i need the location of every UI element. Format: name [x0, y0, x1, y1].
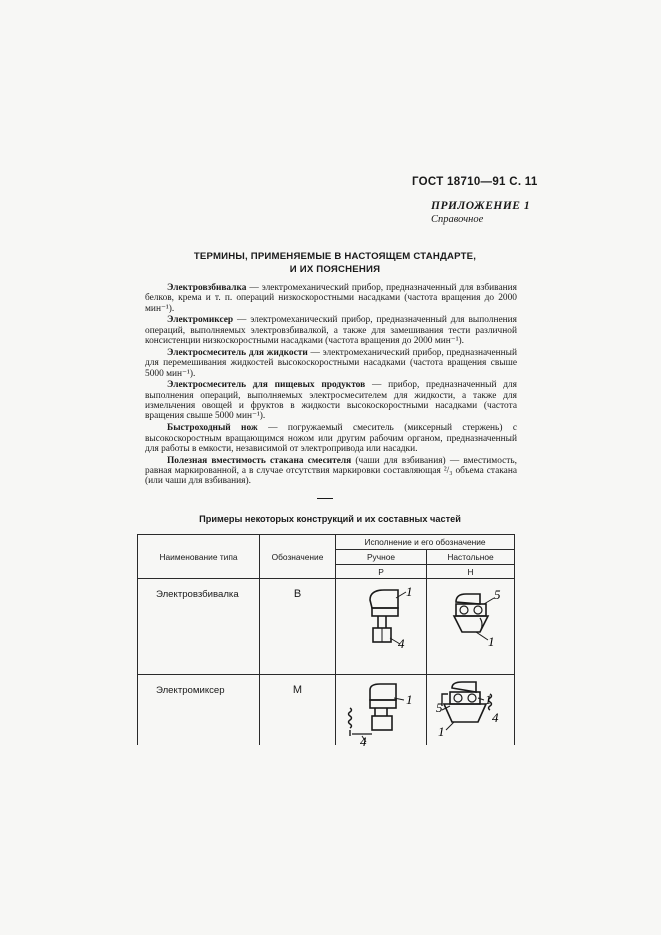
part-label: 5	[494, 587, 501, 602]
section-title-line-1: ТЕРМИНЫ, ПРИМЕНЯЕМЫЕ В НАСТОЯЩЕМ СТАНДАРТЕ,	[193, 251, 477, 262]
hand-whisk-figure	[360, 586, 430, 661]
section-title-line-2: И ИХ ПОЯСНЕНИЯ	[289, 264, 381, 275]
stand-mixer-drawing	[432, 676, 512, 742]
term-name: Электросмеситель для жидкости	[167, 347, 308, 358]
term-paragraph	[145, 283, 517, 314]
header-manual: Ручное	[336, 550, 427, 565]
header-execution: Исполнение и его обозначение	[336, 535, 515, 550]
table-title: Примеры некоторых конструкций и их составных частей	[199, 514, 461, 524]
stand-whisk-drawing	[450, 588, 522, 648]
row-type-name: Электромиксер	[156, 685, 225, 696]
header-type-name: Наименование типа	[138, 535, 260, 579]
part-label: 1	[406, 692, 413, 707]
document-reference: ГОСТ 18710—91 С. 11	[412, 176, 538, 188]
part-label: 4	[360, 734, 367, 749]
term-paragraph	[145, 423, 517, 454]
part-label: 4	[398, 636, 405, 651]
term-definition: — прибор, предназначенный для выполнения операций, выполняемых электросмесителем для жидкости, а также для измельчения овощей и фруктов в жидкости высокоскоростными насадками (частота вращения свыше 5000 мин⁻¹).	[145, 380, 517, 422]
term-definition: — электромеханический прибор, предназначенный для взбивания белков, крема и т. п. операций низкоскоростными насадками (частота вращения до 2000 мин⁻¹).	[145, 283, 517, 314]
section-divider	[317, 498, 333, 499]
part-label: 1	[406, 584, 413, 599]
term-definition: — погружаемый смеситель (миксерный стержень) с высокоскоростным вращающимся ножом или другим рабочим органом, предназначенный для работы в емкости, независимой от электропривода или насадки.	[145, 423, 517, 454]
part-label: 5	[436, 700, 443, 715]
terms-list	[145, 283, 517, 488]
section-title	[190, 250, 480, 276]
term-name: Электромиксер	[167, 315, 234, 326]
table-header-row	[138, 535, 515, 550]
term-paragraph	[145, 315, 517, 346]
term-name: Электровзбивалка	[167, 283, 247, 293]
header-designation: Обозначение	[260, 535, 336, 579]
header-table-top: Настольное	[427, 550, 515, 565]
part-label: 1	[485, 692, 492, 707]
term-paragraph	[145, 456, 517, 487]
stand-mixer-figure	[432, 676, 512, 747]
row-designation: В	[293, 588, 302, 600]
hand-whisk-drawing	[360, 586, 430, 656]
term-paragraph	[145, 380, 517, 421]
row-designation: М	[292, 684, 303, 696]
part-label: 4	[492, 710, 499, 725]
stand-whisk-figure	[450, 588, 522, 653]
part-label: 1	[488, 634, 495, 649]
header-manual-code: Р	[336, 565, 427, 579]
row-type-name: Электровзбивалка	[156, 589, 239, 600]
hand-mixer-drawing	[342, 678, 420, 748]
appendix-note: Справочное	[431, 214, 484, 225]
header-table-top-code: Н	[427, 565, 515, 579]
term-definition: — электромеханический прибор, предназначенный для перемешивания жидкостей высокоскоростными насадками (частота вращения свыше 5000 мин⁻¹).	[145, 347, 517, 379]
part-label: 1	[438, 724, 445, 739]
term-name: Полезная вместимость стакана смесителя	[167, 455, 352, 466]
term-name: Быстроходный нож	[167, 423, 258, 434]
term-definition: (чаши для взбивания) — вместимость, равная маркированной, а в случае отсутствия маркировки составляющая ²/₃ объема стакана (или чаши для взбивания).	[145, 455, 517, 487]
term-paragraph	[145, 348, 517, 379]
hand-mixer-figure	[342, 678, 420, 753]
term-definition: — электромеханический прибор, предназначенный для выполнения операций, выполняемых электровзбивалкой, а также для замешивания тести различной консистенции низкоскоростными насадками (частота вращения до 2000 мин⁻¹).	[145, 315, 517, 347]
term-name: Электросмеситель для пищевых продуктов	[167, 380, 366, 391]
appendix-label: ПРИЛОЖЕНИЕ 1	[431, 200, 531, 212]
